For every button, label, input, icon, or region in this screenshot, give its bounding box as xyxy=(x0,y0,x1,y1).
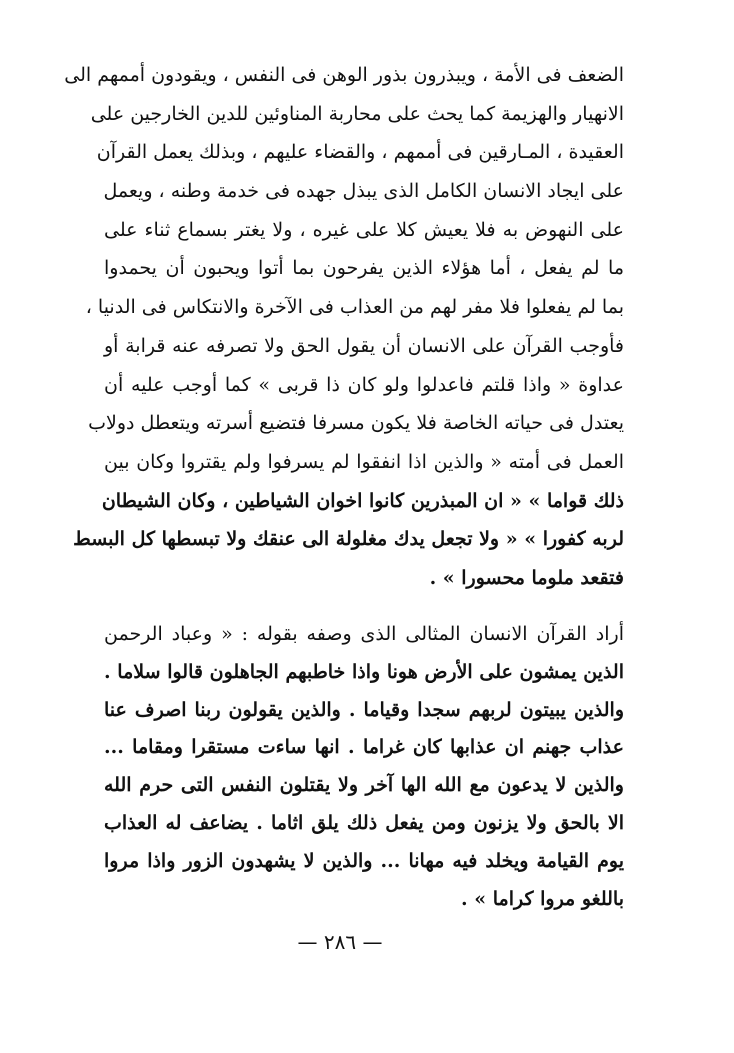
text-line: بما لم يفعلوا فلا مفر لهم من العذاب فى الآخرة والانتكاس فى الدنيا ، xyxy=(85,296,624,319)
text-line: الانهيار والهزيمة كما يحث على محاربة المناوئين للدين الخارجين على xyxy=(90,102,624,125)
text-line: ما لم يفعل ، أما هؤلاء الذين يفرحون بما أتوا ويحبون أن يحمدوا xyxy=(104,257,624,280)
text-line: فأوجب القرآن على الانسان أن يقول الحق ولا تصرفه عنه قرابة أو xyxy=(104,334,624,357)
text-line: يوم القيامة ويخلد فيه مهانا ... والذين لا يشهدون الزور واذا مروا xyxy=(104,849,624,872)
paragraph-1 xyxy=(64,56,624,598)
text-line: والذين لا يدعون مع الله الها آخر ولا يقتلون النفس التى حرم الله xyxy=(104,774,624,797)
text-line: ذلك قواما » « ان المبذرين كانوا اخوان الشياطين ، وكان الشيطان xyxy=(101,489,624,512)
text-line: الا بالحق ولا يزنون ومن يفعل ذلك يلق اثاما . يضاعف له العذاب xyxy=(104,811,624,834)
text-line: عذاب جهنم ان عذابها كان غراما . انها ساءت مستقرا ومقاما ... xyxy=(104,736,624,759)
text-line: الضعف فى الأمة ، ويبذرون بذور الوهن فى النفس ، ويقودون أممهم الى xyxy=(64,64,624,86)
text-line: العمل فى أمته « والذين اذا انفقوا لم يسرفوا ولم يقتروا وكان بين xyxy=(104,450,624,473)
text-line: أراد القرآن الانسان المثالى الذى وصفه بقوله : « وعباد الرحمن xyxy=(104,623,624,645)
text-line: على ايجاد الانسان الكامل الذى يبذل جهده فى خدمة وطنه ، ويعمل xyxy=(103,180,624,203)
text-line: لربه كفورا » « ولا تجعل يدك مغلولة الى عنقك ولا تبسطها كل البسط xyxy=(73,528,624,551)
text-line: والذين يبيتون لربهم سجدا وقياما . والذين يقولون ربنا اصرف عنا xyxy=(104,698,624,721)
text-line: باللغو مروا كراما » . xyxy=(461,887,624,910)
text-line: العقيدة ، المـارقين فى أممهم ، والقضاء عليهم ، وبذلك يعمل القرآن xyxy=(96,141,624,164)
text-line: عداوة « واذا قلتم فاعدلوا ولو كان ذا قربى » كما أوجب عليه أن xyxy=(104,373,624,396)
text-line: الذين يمشون على الأرض هونا واذا خاطبهم الجاهلون قالوا سلاما . xyxy=(104,660,624,683)
text-line: على النهوض به فلا يعيش كلا على غيره ، ولا يغتر بسماع ثناء على xyxy=(104,218,624,241)
text-line: فتقعد ملوما محسورا » . xyxy=(429,566,624,589)
text-line: يعتدل فى حياته الخاصة فلا يكون مسرفا فتضيع أسرته ويتعطل دولاب xyxy=(88,412,624,435)
paragraph-2 xyxy=(104,616,624,918)
page-number: — ٢٨٦ — xyxy=(297,930,383,954)
